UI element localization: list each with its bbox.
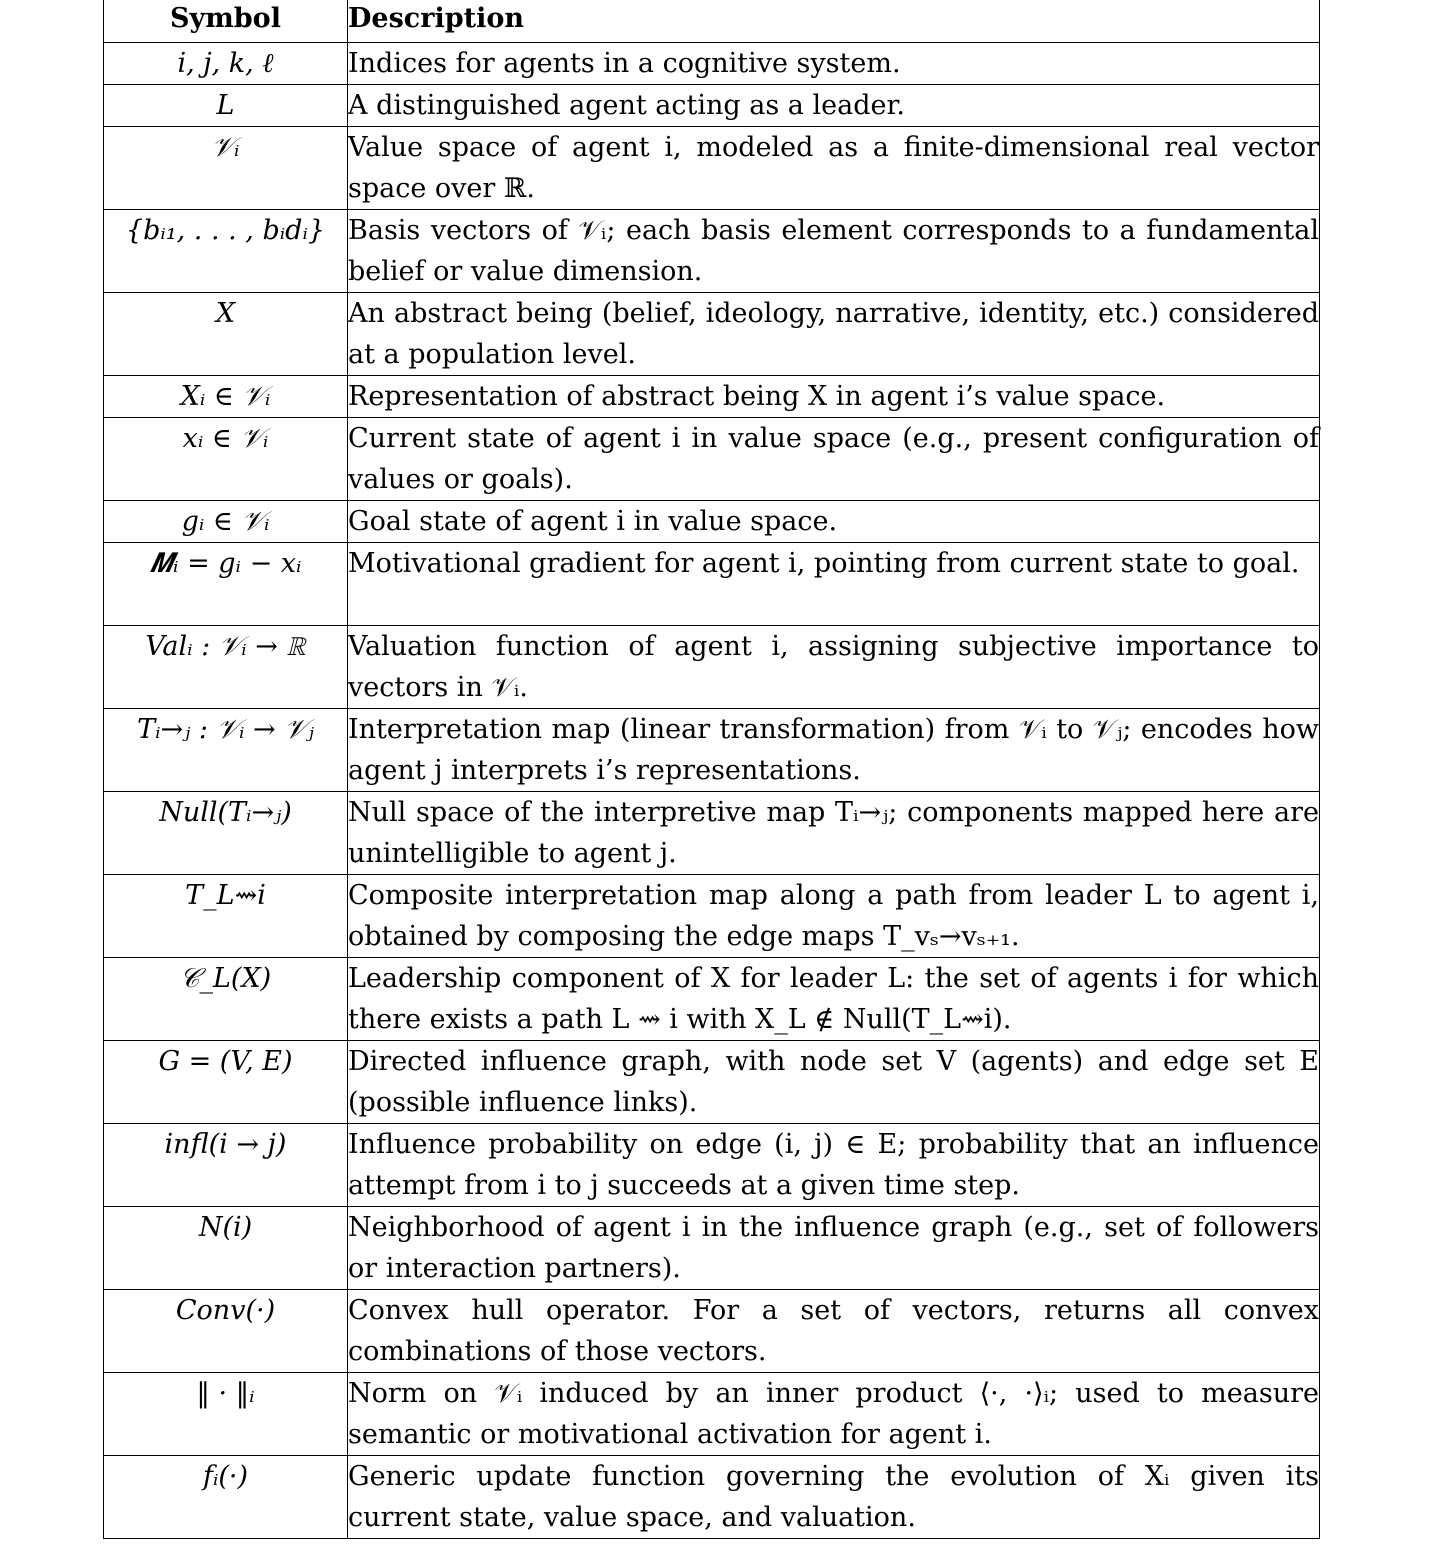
symbol-cell: X bbox=[104, 293, 348, 376]
description-cell: Representation of abstract being X in agent i’s value space. bbox=[348, 376, 1320, 418]
symbol-cell: ‖ · ‖ᵢ bbox=[104, 1373, 348, 1456]
symbol-cell: T_L⇝i bbox=[104, 875, 348, 958]
table-row bbox=[104, 210, 1320, 293]
symbol-cell: N(i) bbox=[104, 1207, 348, 1290]
table-row bbox=[104, 293, 1320, 376]
description-cell: Indices for agents in a cognitive system. bbox=[348, 43, 1320, 85]
table-row bbox=[104, 1290, 1320, 1373]
symbol-cell: L bbox=[104, 85, 348, 127]
table-row bbox=[104, 43, 1320, 85]
table-row bbox=[104, 792, 1320, 875]
description-cell: Norm on 𝒱ᵢ induced by an inner product ⟨·, ·⟩ᵢ; used to measure semantic or motivational activation for agent i. bbox=[348, 1373, 1320, 1456]
table-header-row bbox=[104, 0, 1320, 43]
table-row bbox=[104, 85, 1320, 127]
description-cell: Leadership component of X for leader L: the set of agents i for which there exists a path L ⇝ i with X_L ∉ Null(T_L⇝i). bbox=[348, 958, 1320, 1041]
description-cell: Directed influence graph, with node set V (agents) and edge set E (possible influence links). bbox=[348, 1041, 1320, 1124]
table-row bbox=[104, 875, 1320, 958]
symbol-cell: G = (V, E) bbox=[104, 1041, 348, 1124]
description-cell: Motivational gradient for agent i, pointing from current state to goal. bbox=[348, 543, 1320, 626]
symbol-cell: xᵢ ∈ 𝒱ᵢ bbox=[104, 418, 348, 501]
description-cell: Current state of agent i in value space (e.g., present configuration of values or goals). bbox=[348, 418, 1320, 501]
description-cell: Convex hull operator. For a set of vectors, returns all convex combinations of those vectors. bbox=[348, 1290, 1320, 1373]
symbol-cell: 𝒞_L(X) bbox=[104, 958, 348, 1041]
symbol-cell: infl(i → j) bbox=[104, 1124, 348, 1207]
symbol-cell: Conv(·) bbox=[104, 1290, 348, 1373]
table-row bbox=[104, 543, 1320, 626]
table-row bbox=[104, 127, 1320, 210]
description-cell: An abstract being (belief, ideology, narrative, identity, etc.) considered at a population level. bbox=[348, 293, 1320, 376]
description-cell: Valuation function of agent i, assigning subjective importance to vectors in 𝒱ᵢ. bbox=[348, 626, 1320, 709]
table-row bbox=[104, 709, 1320, 792]
description-cell: Value space of agent i, modeled as a finite-dimensional real vector space over ℝ. bbox=[348, 127, 1320, 210]
description-cell: Null space of the interpretive map Tᵢ→ⱼ; components mapped here are unintelligible to agent j. bbox=[348, 792, 1320, 875]
description-cell: Generic update function governing the evolution of Xᵢ given its current state, value space, and valuation. bbox=[348, 1456, 1320, 1539]
symbol-cell: Null(Tᵢ→ⱼ) bbox=[104, 792, 348, 875]
table-row bbox=[104, 626, 1320, 709]
table-row bbox=[104, 1041, 1320, 1124]
symbol-cell: Valᵢ : 𝒱ᵢ → ℝ bbox=[104, 626, 348, 709]
table-row bbox=[104, 958, 1320, 1041]
table-row bbox=[104, 376, 1320, 418]
symbol-cell: 𝒱ᵢ bbox=[104, 127, 348, 210]
table-row bbox=[104, 1373, 1320, 1456]
table-row bbox=[104, 418, 1320, 501]
table-row bbox=[104, 1207, 1320, 1290]
description-cell: Interpretation map (linear transformation) from 𝒱ᵢ to 𝒱ⱼ; encodes how agent j interprets i’s representations. bbox=[348, 709, 1320, 792]
description-column-header: Description bbox=[348, 0, 1320, 43]
description-cell: Influence probability on edge (i, j) ∈ E; probability that an influence attempt from i to j succeeds at a given time step. bbox=[348, 1124, 1320, 1207]
symbol-cell: {bᵢ₁, . . . , bᵢdᵢ} bbox=[104, 210, 348, 293]
notation-table bbox=[103, 0, 1320, 1539]
symbol-cell: i, j, k, ℓ bbox=[104, 43, 348, 85]
description-cell: Basis vectors of 𝒱ᵢ; each basis element corresponds to a fundamental belief or value dimension. bbox=[348, 210, 1320, 293]
symbol-cell: gᵢ ∈ 𝒱ᵢ bbox=[104, 501, 348, 543]
description-cell: A distinguished agent acting as a leader. bbox=[348, 85, 1320, 127]
description-cell: Neighborhood of agent i in the influence graph (e.g., set of followers or interaction partners). bbox=[348, 1207, 1320, 1290]
description-cell: Composite interpretation map along a path from leader L to agent i, obtained by composing the edge maps T_vₛ→vₛ₊₁. bbox=[348, 875, 1320, 958]
symbol-cell: Tᵢ→ⱼ : 𝒱ᵢ → 𝒱ⱼ bbox=[104, 709, 348, 792]
table-row bbox=[104, 1456, 1320, 1539]
table-row bbox=[104, 1124, 1320, 1207]
table-row bbox=[104, 501, 1320, 543]
description-cell: Goal state of agent i in value space. bbox=[348, 501, 1320, 543]
symbol-cell: fᵢ(·) bbox=[104, 1456, 348, 1539]
symbol-cell: Xᵢ ∈ 𝒱ᵢ bbox=[104, 376, 348, 418]
symbol-column-header: Symbol bbox=[104, 0, 348, 43]
symbol-cell: 𝑴ᵢ = gᵢ − xᵢ bbox=[104, 543, 348, 626]
